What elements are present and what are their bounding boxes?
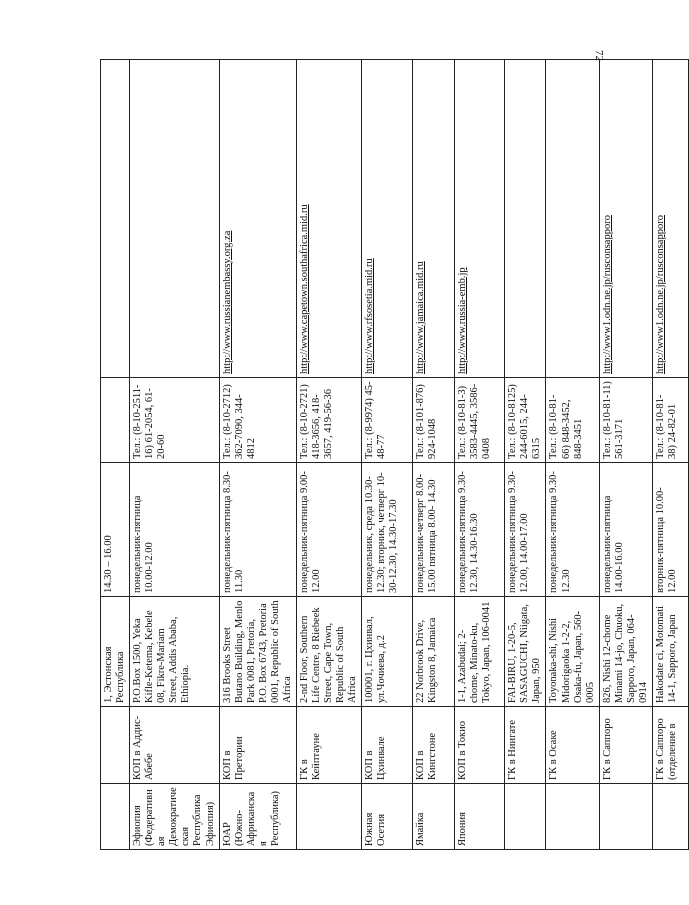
phone-cell: Тел.: (8-10-2712) 362-7090, 344-4812 <box>219 378 296 463</box>
website-cell <box>546 60 599 378</box>
table-row <box>652 60 688 850</box>
hours-cell: понедельник-пятница 9.30-12.30 <box>546 463 599 597</box>
website-cell <box>362 60 413 378</box>
phone-cell: Тел.: (8-10-8125) 244-6015, 244-6315 <box>505 378 546 463</box>
website-link[interactable]: http://www.jamaica.mid.ru <box>415 261 427 374</box>
phone-cell: Тел.: (8-9974) 45-48-77 <box>362 378 413 463</box>
website-cell <box>505 60 546 378</box>
table-row <box>455 60 505 850</box>
phone-cell: Тел.: (8-101-876) 924-1048 <box>413 378 455 463</box>
page-number: 72 <box>593 50 605 61</box>
website-cell <box>599 60 652 378</box>
phone-cell: Тел.: (8-10-81-3) 3583-4445, 3586-0408 <box>455 378 505 463</box>
consular-offices-table <box>100 59 689 850</box>
country-cell <box>652 784 688 850</box>
website-cell <box>652 60 688 378</box>
website-link[interactable]: http://www1.odn.ne.jp/rusconsapporo <box>654 215 666 374</box>
website-cell <box>130 60 219 378</box>
website-cell <box>101 60 130 378</box>
phone-cell: Тел.: (8-10-81-11) 561-3171 <box>599 378 652 463</box>
country-cell: Эфиопия (Федеративная Демократическая Республика Эфиопия) <box>130 784 219 850</box>
mission-cell <box>101 707 130 784</box>
address-cell: FAI-BIRU, 1-20-5, SASAGUCHI, Niigata, Japan, 950 <box>505 597 546 707</box>
mission-cell: КОП в Цхинвале <box>362 707 413 784</box>
country-cell <box>599 784 652 850</box>
mission-cell: КОП в Кингстоне <box>413 707 455 784</box>
mission-cell: ГК в Кейптауне <box>296 707 361 784</box>
mission-cell: КОП в Аддис-Абебе <box>130 707 219 784</box>
hours-cell: понедельник-пятница 9.30-12.30, 14.30-16.30 <box>455 463 505 597</box>
table-row <box>362 60 413 850</box>
website-link[interactable]: http://www1.odn.ne.jp/rusconsapporo <box>601 215 613 374</box>
hours-cell: вторник-пятница 10.00-12.00 <box>652 463 688 597</box>
website-cell <box>296 60 361 378</box>
mission-cell: ГК в Ниигате <box>505 707 546 784</box>
website-link[interactable]: http://www.russianembassy.org.za <box>221 230 233 374</box>
phone-cell: Тел.: (8-10-2721) 418-3656, 418-3657, 419-56-36 <box>296 378 361 463</box>
phone-cell: Тел.: (8-10-81-38) 24-82-01 <box>652 378 688 463</box>
hours-cell: понедельник-четверг 8.00-15.00 пятница 8.00- 14.30 <box>413 463 455 597</box>
table-row <box>101 60 130 850</box>
hours-cell: 14.30 – 16.00 <box>101 463 130 597</box>
mission-cell: ГК в Саппоро <box>599 707 652 784</box>
table-row <box>219 60 296 850</box>
address-cell: 1, Эстонская Республика <box>101 597 130 707</box>
hours-cell: понедельник-пятница 14.00-16.00 <box>599 463 652 597</box>
website-cell <box>455 60 505 378</box>
country-cell <box>101 784 130 850</box>
table-row <box>296 60 361 850</box>
mission-cell: КОП в Токио <box>455 707 505 784</box>
table-body <box>101 60 689 850</box>
hours-cell: понедельник-пятница 9.00-12.00 <box>296 463 361 597</box>
table-row <box>130 60 219 850</box>
table-row <box>505 60 546 850</box>
website-link[interactable]: http://www.rfsosetia.mid.ru <box>364 258 376 374</box>
mission-cell: КОП в Претории <box>219 707 296 784</box>
country-cell <box>296 784 361 850</box>
hours-cell: понедельник-пятница 8.30-11.30 <box>219 463 296 597</box>
address-cell: Hakodate ci, Motomati 14-1, Sapporo, Japan <box>652 597 688 707</box>
website-cell <box>219 60 296 378</box>
address-cell: P.O.Box 1500, Yeka Kifle-Ketema, Kebele 08, Fikre-Mariam Street, Addis Ababa, Ethiopia. <box>130 597 219 707</box>
address-cell: 100001, г. Цхинвал, ул.Чочиева, д.2 <box>362 597 413 707</box>
phone-cell <box>101 378 130 463</box>
address-cell: 1-1, Azabudai; 2-chome, Minato-ku, Tokyo, Japan, 106-0041 <box>455 597 505 707</box>
mission-cell: ГК в Осаке <box>546 707 599 784</box>
address-cell: Toyonaka-shi, Nishi Midorigaoka 1-2-2, Osaka-fu, Japan, 560-0005 <box>546 597 599 707</box>
address-cell: 316 Brooks Street Butano Building, Menlo Park 0081, Pretoria, P.O. Box 6743, Pretoria 0001, Republic of South Africa <box>219 597 296 707</box>
country-cell: Ямайка <box>413 784 455 850</box>
address-cell: 826, Nishi 12-chome Minami 14-jo, Chuoku, Sapporo, Japan, 064-0914 <box>599 597 652 707</box>
website-cell <box>413 60 455 378</box>
website-link[interactable]: http://www.capetown.southafrica.mid.ru <box>298 204 310 374</box>
rotated-page <box>100 60 678 850</box>
table-row <box>546 60 599 850</box>
address-cell: 2-nd Floor, Southern Life Centre, 8 Riebeek Street, Cape Town, Republic of South Africa <box>296 597 361 707</box>
phone-cell: Тел.: (8-10-2511-16) 61-2054, 61-20-60 <box>130 378 219 463</box>
hours-cell: понедельник-пятница 9.30-12.00, 14.00-17.00 <box>505 463 546 597</box>
country-cell <box>505 784 546 850</box>
country-cell: ЮАР (Южно-Африканская Республика) <box>219 784 296 850</box>
country-cell <box>546 784 599 850</box>
country-cell: Южная Осетия <box>362 784 413 850</box>
country-cell: Япония <box>455 784 505 850</box>
address-cell: 22 Norbrook Drive, Kingston 8, Jamaica <box>413 597 455 707</box>
mission-cell: ГК в Саппоро (отделение в <box>652 707 688 784</box>
table-row <box>599 60 652 850</box>
table-row <box>413 60 455 850</box>
hours-cell: понедельник-пятница 10.00-12.00 <box>130 463 219 597</box>
hours-cell: понедельник, среда 10.30-12.30; вторник, четверг 10-30-12.30, 14.30-17.30 <box>362 463 413 597</box>
website-link[interactable]: http://www.russia-emb.jp <box>457 267 469 374</box>
phone-cell: Тел.: (8-10-81-66) 848-3452, 848-3451 <box>546 378 599 463</box>
